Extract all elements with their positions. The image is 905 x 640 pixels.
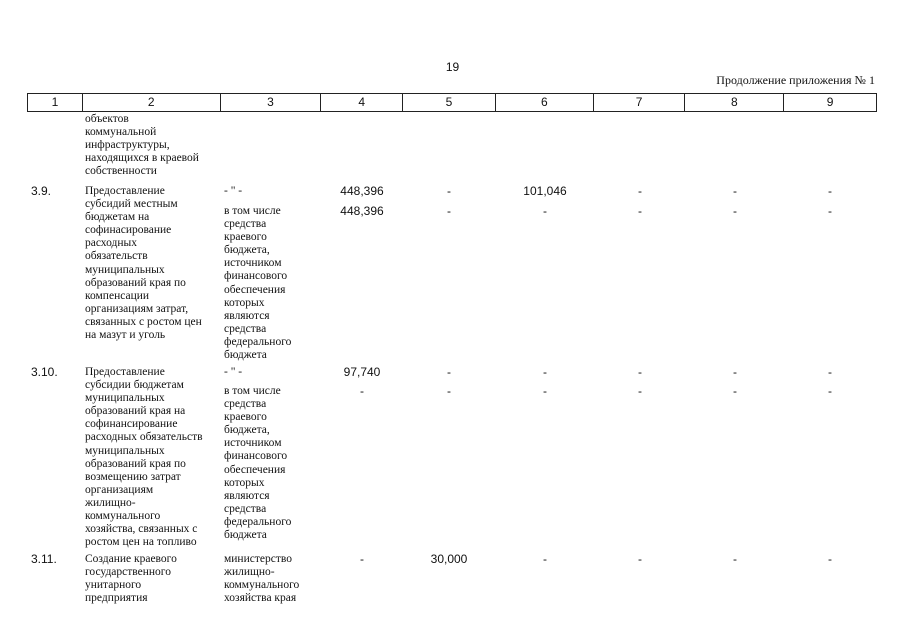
column-header-5: 5 <box>403 94 496 111</box>
note-value-col-6: - <box>543 204 547 218</box>
value-col-6: - <box>543 365 547 379</box>
continued-description: объектов коммунальной инфраструктуры, находящихся в краевой собственности <box>85 113 199 178</box>
column-header-1: 1 <box>28 94 83 111</box>
column-header-3: 3 <box>221 94 322 111</box>
value-col-9: - <box>828 365 832 379</box>
page-number: 19 <box>445 60 460 74</box>
row-description: Создание краевого государственного унитарного предприятия <box>85 553 177 605</box>
note-value-col-5: - <box>447 384 451 398</box>
note-value-col-8: - <box>733 384 737 398</box>
value-col-8: - <box>733 552 737 566</box>
value-col-6: - <box>543 552 547 566</box>
value-col-7: - <box>638 184 642 198</box>
column-header-7: 7 <box>594 94 686 111</box>
row-description: Предоставление субсидий местным бюджетам на софинасирование расходных обязательств муниципальных образований края по компенсации организациям затрат, связанных с ростом цен на мазут и уголь <box>85 185 202 342</box>
column-header-4: 4 <box>321 94 403 111</box>
value-col-8: - <box>733 365 737 379</box>
value-col-5: - <box>447 365 451 379</box>
row-description: Предоставление субсидии бюджетам муниципальных образований края на софинансирование расходных обязательств муниципальных образований края по возмещению затрат организациям жилищно- коммунального хозяйства, связанных с ростом цен на топливо <box>85 366 203 549</box>
note-value-col-9: - <box>828 384 832 398</box>
value-col-8: - <box>733 184 737 198</box>
note-value-col-7: - <box>638 384 642 398</box>
row-executor: министерство жилищно- коммунального хозяйства края <box>224 553 300 605</box>
column-header-6: 6 <box>496 94 594 111</box>
value-col-5: 30,000 <box>430 552 468 566</box>
row-executor-note: в том числе средства краевого бюджета, источником финансового обеспечения которых являются средства федерального бюджета <box>224 385 292 542</box>
row-executor: - " - <box>224 185 243 197</box>
column-header-2: 2 <box>83 94 221 111</box>
value-col-6: 101,046 <box>523 184 567 198</box>
row-executor-note: в том числе средства краевого бюджета, источником финансового обеспечения которых являются средства федерального бюджета <box>224 205 292 362</box>
value-col-7: - <box>638 365 642 379</box>
value-col-4: - <box>360 552 364 566</box>
note-value-col-4: - <box>360 384 364 398</box>
note-value-col-6: - <box>543 384 547 398</box>
value-col-5: - <box>447 184 451 198</box>
row-number: 3.10. <box>31 365 58 379</box>
appendix-label: Продолжение приложения № 1 <box>716 73 875 87</box>
note-value-col-9: - <box>828 204 832 218</box>
row-executor: - " - <box>224 366 243 378</box>
note-value-col-4: 448,396 <box>340 204 384 218</box>
value-col-4: 448,396 <box>340 184 384 198</box>
column-header-8: 8 <box>685 94 784 111</box>
note-value-col-7: - <box>638 204 642 218</box>
note-value-col-5: - <box>447 204 451 218</box>
value-col-9: - <box>828 184 832 198</box>
row-number: 3.11. <box>31 552 57 566</box>
value-col-9: - <box>828 552 832 566</box>
value-col-4: 97,740 <box>343 365 381 379</box>
row-number: 3.9. <box>31 184 52 198</box>
column-header-9: 9 <box>826 95 834 109</box>
value-col-7: - <box>638 552 642 566</box>
note-value-col-8: - <box>733 204 737 218</box>
table-header-row <box>27 93 877 112</box>
